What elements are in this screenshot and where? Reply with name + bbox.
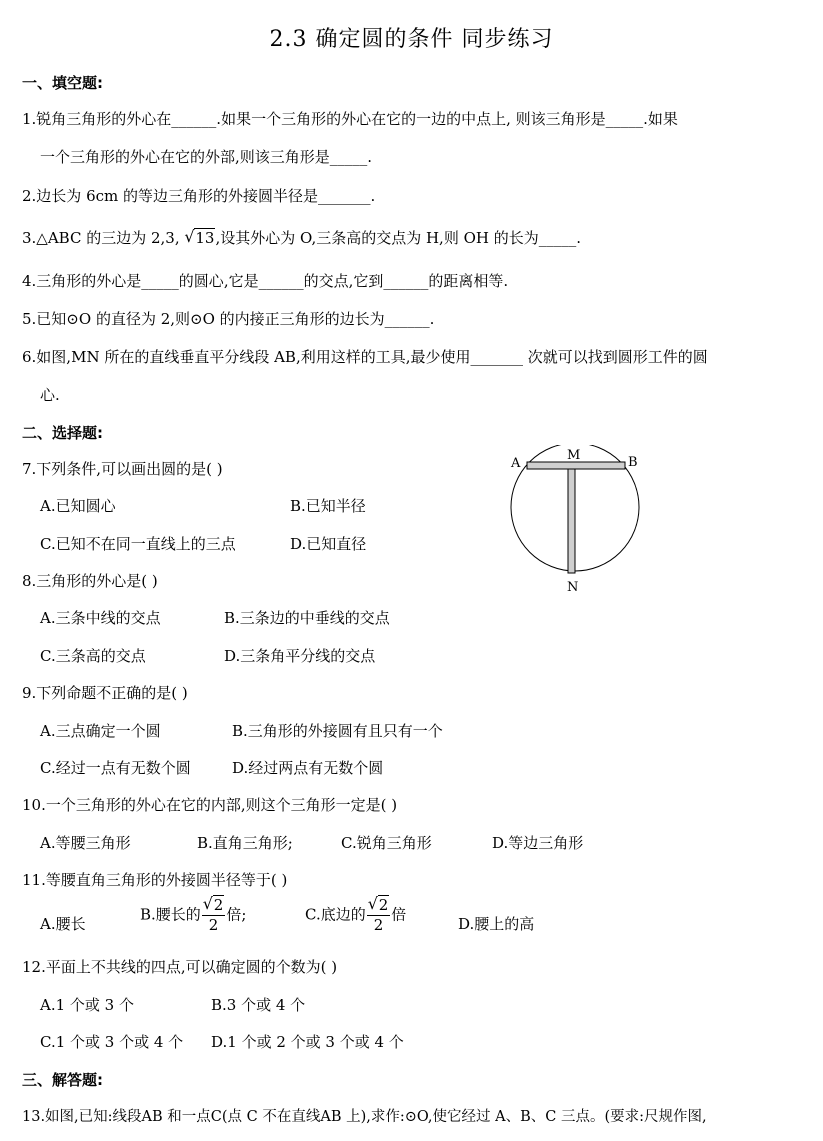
label-a: A [511,456,521,471]
question-7-option-b: B.已知半径 [290,497,366,515]
question-12-stem: 12.平面上不共线的四点,可以确定圆的个数为( ) [22,958,338,976]
question-8-option-d: D.三条角平分线的交点 [224,647,376,665]
question-1-line-2: 一个三角形的外心在它的外部,则该三角形是_____. [40,148,373,166]
question-8-stem: 8.三角形的外心是( ) [22,572,158,590]
question-12-option-a: A.1 个或 3 个 [40,996,134,1014]
question-6-line-1: 6.如图,MN 所在的直线垂直平分线段 AB,利用这样的工具,最少使用_______ 次就可以找到圆形工件的圆 [22,348,708,366]
question-11-option-d: D.腰上的高 [458,915,535,933]
question-10-option-b: B.直角三角形; [197,834,293,852]
question-10-option-a: A.等腰三角形 [40,834,131,852]
ruler-ab [527,462,625,469]
question-9-stem: 9.下列命题不正确的是( ) [22,684,188,702]
question-8-option-a: A.三条中线的交点 [40,609,161,627]
question-3 [22,227,581,248]
question-11-stem: 11.等腰直角三角形的外接圆半径等于( ) [22,871,288,889]
question-7-option-c: C.已知不在同一直线上的三点 [40,535,236,553]
section-choice: 二、选择题: [22,424,103,442]
question-9-option-b: B.三角形的外接圆有且只有一个 [232,722,443,740]
question-6-line-2: 心. [40,386,60,404]
ruler-mn [568,469,575,573]
question-7-option-d: D.已知直径 [290,535,367,553]
label-m: M [567,448,581,463]
section-fill-in: 一、填空题: [22,74,103,92]
question-7-option-a: A.已知圆心 [40,497,116,515]
question-10-option-c: C.锐角三角形 [341,834,432,852]
question-5: 5.已知⊙O 的直径为 2,则⊙O 的内接正三角形的边长为______. [22,310,435,328]
label-n: N [567,580,579,595]
question-10-option-d: D.等边三角形 [492,834,584,852]
section-solve: 三、解答题: [22,1071,103,1089]
question-11-option-c: C.底边的 √ 2 2 倍 [305,894,407,934]
question-12-option-c: C.1 个或 3 个或 4 个 [40,1033,184,1051]
label-b: B [628,455,638,470]
question-9-option-a: A.三点确定一个圆 [40,722,161,740]
question-11-option-b: B.腰长的 √ 2 2 倍; [140,894,247,934]
question-13: 13.如图,已知:线段AB 和一点C(点 C 不在直线AB 上),求作:⊙O,使它经过 A、B、C 三点。(要求:尺规作图, [22,1109,707,1125]
question-8-option-c: C.三条高的交点 [40,647,146,665]
question-2: 2.边长为 6cm 的等边三角形的外接圆半径是_______. [22,187,376,205]
question-12-option-b: B.3 个或 4 个 [211,996,306,1014]
question-1-line-1: 1.锐角三角形的外心在______.如果一个三角形的外心在它的一边的中点上, 则该三角形是_____.如果 [22,110,678,128]
fraction-sqrt2-over-2: √ 2 2 [202,894,224,934]
question-9-option-d: D.经过两点有无数个圆 [232,759,384,777]
question-9-option-c: C.经过一点有无数个圆 [40,759,191,777]
question-3-prefix: 3.△ABC 的三边为 2,3, [22,229,185,247]
fraction-sqrt2-over-2: √ 2 2 [367,894,389,934]
question-12-option-d: D.1 个或 2 个或 3 个或 4 个 [211,1033,404,1051]
question-4: 4.三角形的外心是_____的圆心,它是______的交点,它到______的距离相等. [22,272,509,290]
question-10-stem: 10.一个三角形的外心在它的内部,则这个三角形一定是( ) [22,796,398,814]
question-8-option-b: B.三条边的中垂线的交点 [224,609,390,627]
question-3-suffix: ,设其外心为 O,三条高的交点为 H,则 OH 的长为_____. [215,229,582,247]
t-square-circle-figure [505,445,655,595]
sqrt-13: √ 13 [184,227,215,247]
question-7-stem: 7.下列条件,可以画出圆的是( ) [22,460,223,478]
question-11-option-a: A.腰长 [40,915,86,933]
page-title: 2.3 确定圆的条件 同步练习 [269,27,554,52]
